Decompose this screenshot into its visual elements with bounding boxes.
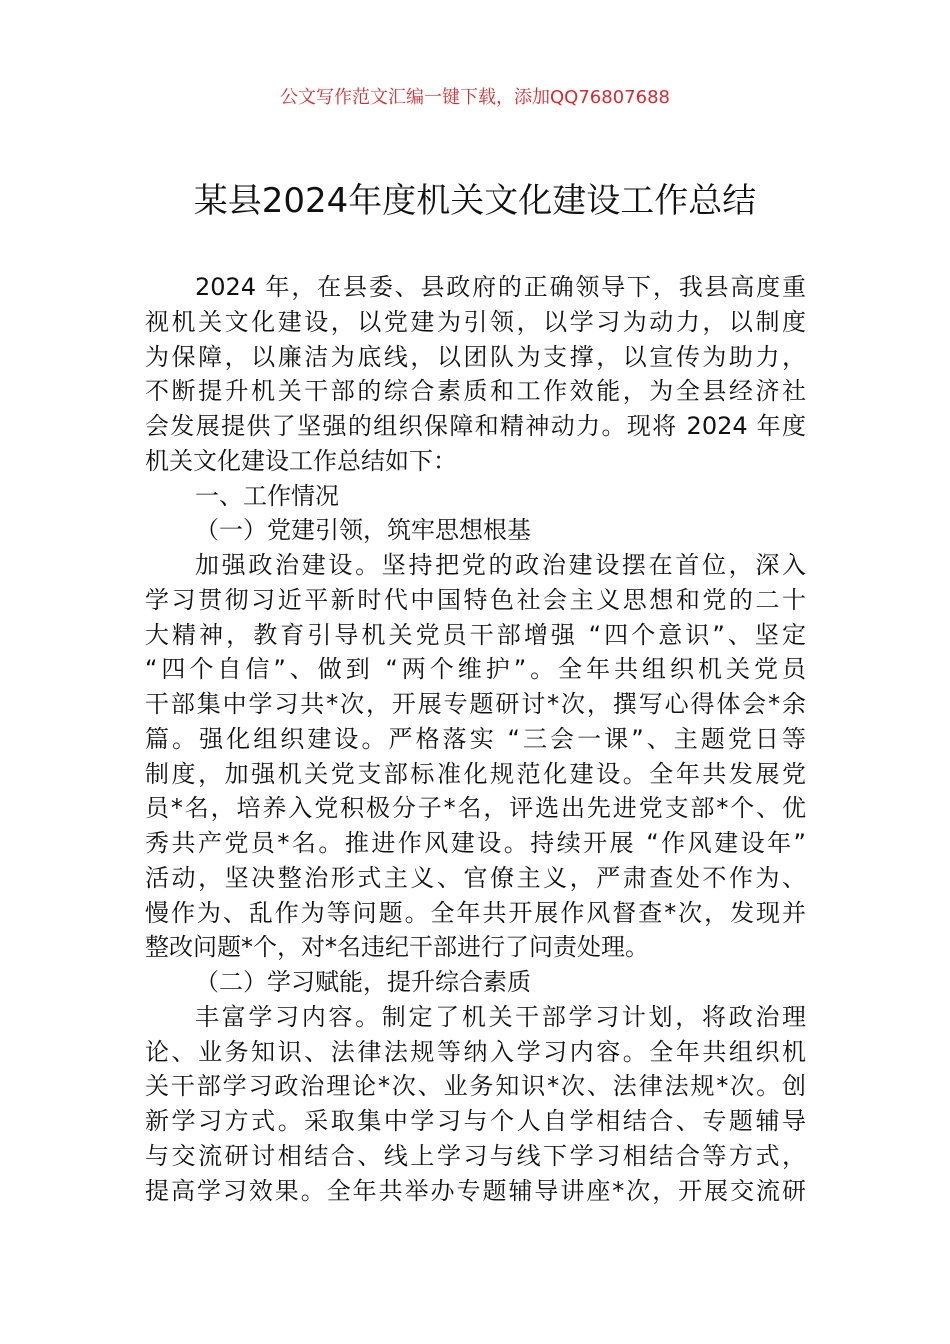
text-line: 篇。强化组织建设。严格落实 “三会一课”、主题党日等: [145, 724, 806, 753]
text-line: 活动，坚决整治形式主义、官僚主义，严肃查处不作为、: [145, 863, 806, 892]
watermark-text: 公文写作范文汇编一键下载，添加QQ76807688: [280, 87, 670, 108]
text-line: 视机关文化建设，以党建为引领，以学习为动力，以制度: [145, 307, 806, 336]
text-line: 为保障，以廉洁为底线，以团队为支撑，以宣传为助力，: [145, 342, 806, 371]
text-line: 慢作为、乱作为等问题。全年共开展作风督查*次，发现并: [145, 898, 806, 927]
text-line: “四个自信”、做到 “两个维护”。全年共组织机关党员: [145, 655, 806, 684]
text-line: 干部集中学习共*次，开展专题研讨*次，撰写心得体会*余: [145, 690, 806, 718]
text-line: 新学习方式。采取集中学习与个人自学相结合、专题辅导: [145, 1107, 806, 1135]
text-line: 大精神，教育引导机关党员干部增强 “四个意识”、坚定: [145, 620, 806, 649]
text-line: 秀共产党员*名。推进作风建设。持续开展 “作风建设年”: [145, 829, 806, 857]
text-line: 一、工作情况: [195, 481, 339, 510]
text-line: 2024 年，在县委、县政府的正确领导下，我县高度重: [195, 273, 806, 301]
text-line: 制度，加强机关党支部标准化规范化建设。全年共发展党: [145, 759, 806, 788]
text-line: 与交流研讨相结合、线上学习与线下学习相结合等方式，: [145, 1141, 806, 1170]
text-line: （一）党建引领，筑牢思想根基: [195, 516, 531, 545]
text-line: 会发展提供了坚强的组织保障和精神动力。现将 2024 年度: [145, 412, 806, 440]
text-line: 机关文化建设工作总结如下：: [145, 446, 457, 475]
text-line: 学习贯彻习近平新时代中国特色社会主义思想和党的二十: [145, 585, 806, 614]
text-line: 关干部学习政治理论*次、业务知识*次、法律法规*次。创: [145, 1072, 806, 1101]
text-line: 不断提升机关干部的综合素质和工作效能，为全县经济社: [145, 377, 806, 406]
text-line: 加强政治建设。坚持把党的政治建设摆在首位，深入: [195, 551, 806, 579]
text-line: （二）学习赋能，提升综合素质: [195, 968, 531, 996]
text-line: 整改问题*个，对*名违纪干部进行了问责处理。: [145, 933, 649, 962]
document-body: [145, 270, 806, 1208]
document-title: 某县2024年度机关文化建设工作总结: [193, 181, 757, 221]
text-line: 员*名，培养入党积极分子*名，评选出先进党支部*个、优: [145, 794, 806, 823]
text-line: 丰富学习内容。制定了机关干部学习计划，将政治理: [195, 1002, 806, 1031]
text-line: 论、业务知识、法律法规等纳入学习内容。全年共组织机: [145, 1037, 806, 1066]
text-line: 提高学习效果。全年共举办专题辅导讲座*次，开展交流研: [145, 1176, 806, 1205]
